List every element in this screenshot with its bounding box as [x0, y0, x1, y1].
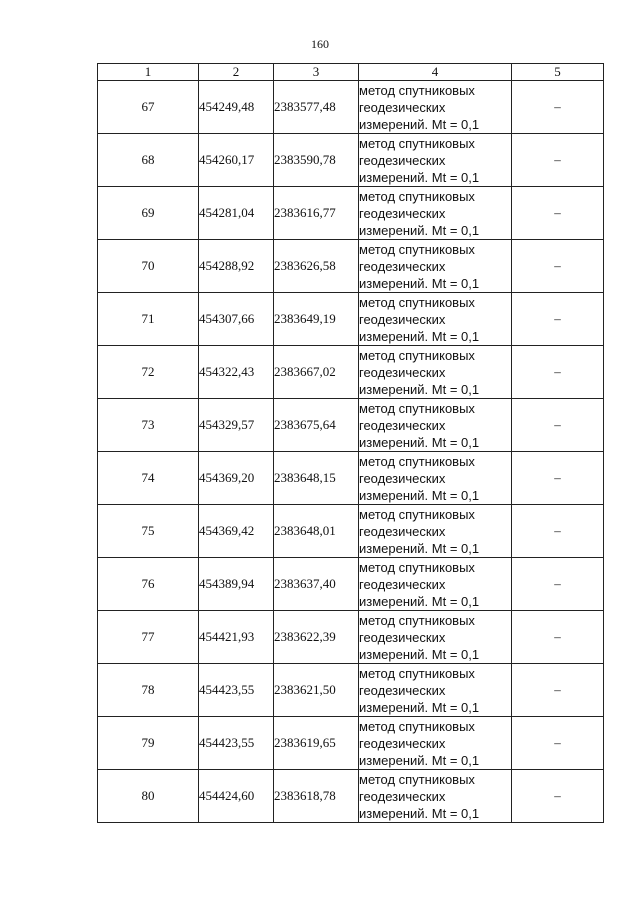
- method-line: метод спутниковых: [359, 665, 475, 681]
- method-cell: [359, 293, 512, 346]
- y-coordinate-cell: 2383616,77: [274, 187, 359, 240]
- y-coordinate-cell: 2383675,64: [274, 399, 359, 452]
- y-coordinate-cell: 2383626,58: [274, 240, 359, 293]
- table-header-row: [98, 64, 604, 81]
- table-row: [98, 770, 604, 823]
- method-line: метод спутниковых: [359, 559, 475, 575]
- table-row: [98, 187, 604, 240]
- header-col-1: 1: [98, 64, 199, 81]
- method-cell: [359, 399, 512, 452]
- y-coordinate-cell: 2383621,50: [274, 664, 359, 717]
- point-number-cell: 80: [98, 770, 199, 823]
- y-coordinate-cell: 2383577,48: [274, 81, 359, 134]
- method-line: геодезических: [359, 576, 446, 592]
- table-row: [98, 81, 604, 134]
- method-cell: [359, 134, 512, 187]
- method-line: измерений. Mt = 0,1: [359, 646, 480, 662]
- page-number: 160: [311, 37, 329, 51]
- method-line: измерений. Mt = 0,1: [359, 487, 480, 503]
- method-line: измерений. Mt = 0,1: [359, 116, 480, 132]
- y-coordinate-cell: 2383622,39: [274, 611, 359, 664]
- method-line: геодезических: [359, 470, 446, 486]
- method-cell: [359, 505, 512, 558]
- note-cell: –: [512, 611, 604, 664]
- note-cell: –: [512, 187, 604, 240]
- method-line: метод спутниковых: [359, 400, 475, 416]
- table-row: [98, 240, 604, 293]
- table-row: [98, 452, 604, 505]
- method-line: измерений. Mt = 0,1: [359, 222, 480, 238]
- method-line: геодезических: [359, 629, 446, 645]
- note-cell: –: [512, 399, 604, 452]
- method-line: геодезических: [359, 735, 446, 751]
- note-cell: –: [512, 770, 604, 823]
- method-line: метод спутниковых: [359, 82, 475, 98]
- table-row: [98, 399, 604, 452]
- y-coordinate-cell: 2383619,65: [274, 717, 359, 770]
- note-cell: –: [512, 81, 604, 134]
- x-coordinate-cell: 454421,93: [199, 611, 274, 664]
- method-cell: [359, 664, 512, 717]
- note-cell: –: [512, 346, 604, 399]
- method-cell: [359, 452, 512, 505]
- method-cell: [359, 240, 512, 293]
- x-coordinate-cell: 454260,17: [199, 134, 274, 187]
- method-line: геодезических: [359, 523, 446, 539]
- x-coordinate-cell: 454307,66: [199, 293, 274, 346]
- method-cell: [359, 611, 512, 664]
- y-coordinate-cell: 2383667,02: [274, 346, 359, 399]
- method-line: измерений. Mt = 0,1: [359, 381, 480, 397]
- point-number-cell: 78: [98, 664, 199, 717]
- header-col-3: 3: [274, 64, 359, 81]
- table-row: [98, 346, 604, 399]
- method-line: измерений. Mt = 0,1: [359, 434, 480, 450]
- method-cell: [359, 187, 512, 240]
- method-line: измерений. Mt = 0,1: [359, 328, 480, 344]
- y-coordinate-cell: 2383649,19: [274, 293, 359, 346]
- x-coordinate-cell: 454249,48: [199, 81, 274, 134]
- method-cell: [359, 770, 512, 823]
- point-number-cell: 76: [98, 558, 199, 611]
- table-row: [98, 293, 604, 346]
- x-coordinate-cell: 454322,43: [199, 346, 274, 399]
- note-cell: –: [512, 664, 604, 717]
- x-coordinate-cell: 454369,42: [199, 505, 274, 558]
- header-col-4: 4: [359, 64, 512, 81]
- y-coordinate-cell: 2383648,15: [274, 452, 359, 505]
- y-coordinate-cell: 2383637,40: [274, 558, 359, 611]
- method-line: геодезических: [359, 364, 446, 380]
- method-line: геодезических: [359, 311, 446, 327]
- method-line: метод спутниковых: [359, 135, 475, 151]
- method-line: метод спутниковых: [359, 453, 475, 469]
- point-number-cell: 73: [98, 399, 199, 452]
- note-cell: –: [512, 717, 604, 770]
- table-row: [98, 717, 604, 770]
- method-line: геодезических: [359, 205, 446, 221]
- table-row: [98, 134, 604, 187]
- point-number-cell: 68: [98, 134, 199, 187]
- method-line: метод спутниковых: [359, 241, 475, 257]
- note-cell: –: [512, 240, 604, 293]
- method-line: измерений. Mt = 0,1: [359, 805, 480, 821]
- method-line: измерений. Mt = 0,1: [359, 540, 480, 556]
- point-number-cell: 71: [98, 293, 199, 346]
- point-number-cell: 74: [98, 452, 199, 505]
- x-coordinate-cell: 454389,94: [199, 558, 274, 611]
- method-line: геодезических: [359, 788, 446, 804]
- note-cell: –: [512, 293, 604, 346]
- method-cell: [359, 558, 512, 611]
- x-coordinate-cell: 454369,20: [199, 452, 274, 505]
- note-cell: –: [512, 134, 604, 187]
- method-line: геодезических: [359, 258, 446, 274]
- x-coordinate-cell: 454424,60: [199, 770, 274, 823]
- method-line: метод спутниковых: [359, 612, 475, 628]
- method-line: метод спутниковых: [359, 347, 475, 363]
- method-line: геодезических: [359, 417, 446, 433]
- coordinates-table: [97, 63, 604, 823]
- method-cell: [359, 346, 512, 399]
- method-line: измерений. Mt = 0,1: [359, 169, 480, 185]
- method-line: геодезических: [359, 152, 446, 168]
- method-line: измерений. Mt = 0,1: [359, 699, 480, 715]
- header-col-2: 2: [199, 64, 274, 81]
- y-coordinate-cell: 2383618,78: [274, 770, 359, 823]
- table-body: [98, 81, 604, 823]
- method-line: метод спутниковых: [359, 506, 475, 522]
- table-row: [98, 611, 604, 664]
- x-coordinate-cell: 454288,92: [199, 240, 274, 293]
- table-row: [98, 558, 604, 611]
- method-line: геодезических: [359, 682, 446, 698]
- point-number-cell: 79: [98, 717, 199, 770]
- method-line: геодезических: [359, 99, 446, 115]
- method-line: метод спутниковых: [359, 294, 475, 310]
- method-line: измерений. Mt = 0,1: [359, 752, 480, 768]
- point-number-cell: 75: [98, 505, 199, 558]
- y-coordinate-cell: 2383648,01: [274, 505, 359, 558]
- note-cell: –: [512, 452, 604, 505]
- table-row: [98, 505, 604, 558]
- method-line: метод спутниковых: [359, 718, 475, 734]
- method-cell: [359, 717, 512, 770]
- x-coordinate-cell: 454281,04: [199, 187, 274, 240]
- header-col-5: 5: [512, 64, 604, 81]
- x-coordinate-cell: 454423,55: [199, 664, 274, 717]
- y-coordinate-cell: 2383590,78: [274, 134, 359, 187]
- method-line: измерений. Mt = 0,1: [359, 593, 480, 609]
- note-cell: –: [512, 505, 604, 558]
- x-coordinate-cell: 454423,55: [199, 717, 274, 770]
- method-line: метод спутниковых: [359, 771, 475, 787]
- note-cell: –: [512, 558, 604, 611]
- point-number-cell: 70: [98, 240, 199, 293]
- point-number-cell: 77: [98, 611, 199, 664]
- method-line: измерений. Mt = 0,1: [359, 275, 480, 291]
- table-row: [98, 664, 604, 717]
- point-number-cell: 67: [98, 81, 199, 134]
- point-number-cell: 69: [98, 187, 199, 240]
- method-cell: [359, 81, 512, 134]
- method-line: метод спутниковых: [359, 188, 475, 204]
- point-number-cell: 72: [98, 346, 199, 399]
- x-coordinate-cell: 454329,57: [199, 399, 274, 452]
